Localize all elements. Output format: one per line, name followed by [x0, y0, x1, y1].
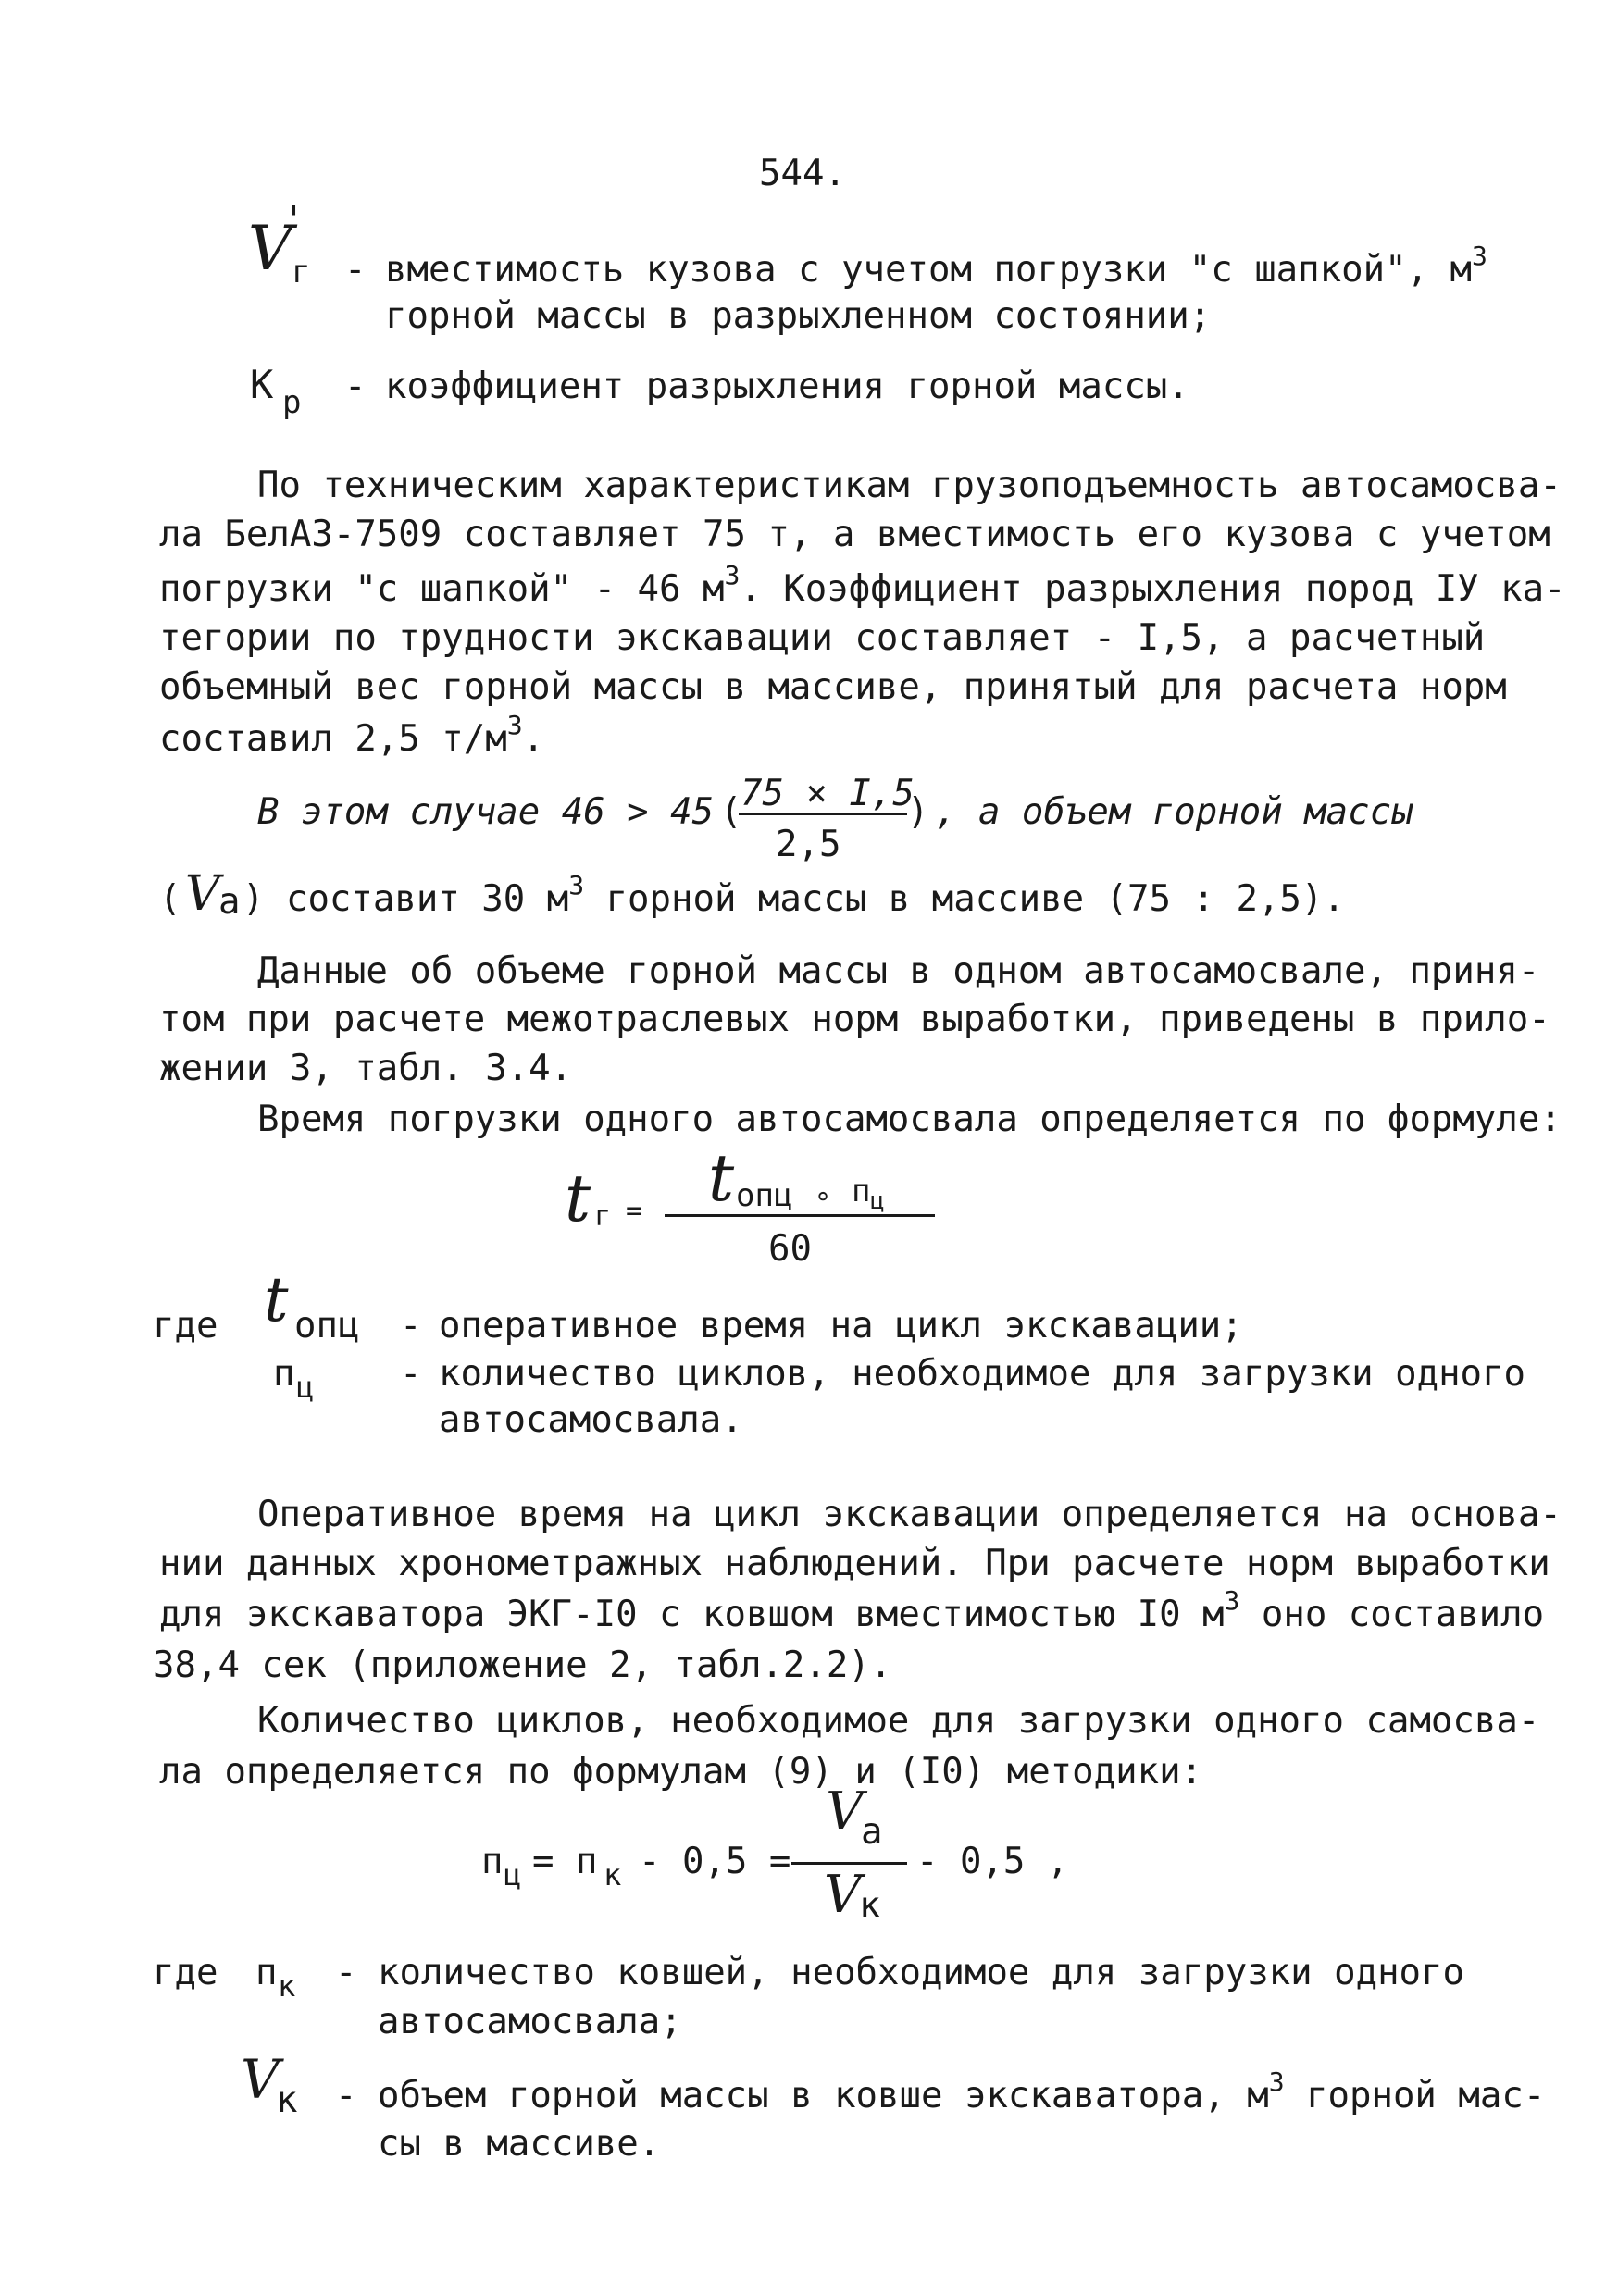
definition-text-cont: автосамосвала.: [439, 1399, 743, 1441]
fraction-open-paren: (: [720, 791, 742, 833]
definition-dash: -: [335, 2075, 357, 2116]
definition-text: объем горной массы в ковше экскаватора, $м^3$ горной мас-: [378, 2066, 1546, 2116]
n-subscript: к: [604, 1857, 622, 1893]
t-symbol: t: [708, 1140, 735, 1216]
text-line: тегории по трудности экскавации составляет - I,5, а расчетный: [159, 617, 1486, 659]
fraction-bar: [739, 813, 907, 815]
t-subscript: г: [594, 1200, 612, 1233]
definition-text-cont: сы в массиве.: [378, 2123, 661, 2165]
text-line: том при расчете межотраслевых норм выработки, приведены в прило-: [159, 999, 1550, 1040]
text-line: В этом случае 46 > 45: [257, 791, 715, 833]
v-subscript: а: [218, 881, 241, 923]
definition-dash: -: [344, 249, 367, 291]
where-word: где: [153, 1305, 218, 1347]
v-subscript: к: [859, 1885, 881, 1927]
fraction-denominator: 60: [768, 1228, 812, 1270]
n-subscript: ц: [870, 1187, 885, 1215]
text-line-paren: (: [159, 878, 181, 920]
n-symbol: п: [481, 1841, 504, 1882]
definition-dash: -: [400, 1305, 422, 1347]
text-line: Данные об объеме горной массы в одном автосамосвале, приня-: [257, 950, 1540, 992]
k-subscript: р: [282, 384, 302, 421]
v-symbol: V: [241, 2048, 280, 2111]
equals-sign: =: [626, 1195, 643, 1227]
n-subscript: к: [278, 1968, 296, 2004]
v-symbol: V: [824, 1865, 862, 1925]
t-symbol: t: [565, 1160, 591, 1236]
t-subscript: опц: [736, 1177, 793, 1214]
n-symbol: п: [255, 1952, 278, 1993]
text-line: для экскаватора ЭКГ-I0 с ковшом вместимостью I0 $м^3$ оно составило: [159, 1585, 1545, 1635]
v-symbol: V: [185, 866, 220, 922]
text-line: 38,4 сек (приложение 2, табл.2.2).: [153, 1644, 892, 1686]
multiply-dot: ∘: [815, 1180, 832, 1212]
definition-text: вместимость кузова с учетом погрузки "с шапкой", $м^3$: [385, 241, 1487, 291]
definition-dash: -: [400, 1353, 422, 1395]
fraction-close-paren: ): [907, 791, 929, 833]
definition-dash: -: [335, 1952, 357, 1993]
definition-text-cont: автосамосвала;: [378, 2001, 682, 2042]
text-line: жении 3, табл. 3.4.: [159, 1048, 573, 1089]
v-symbol: V: [248, 213, 292, 284]
definition-text: коэффициент разрыхления горной массы.: [385, 366, 1189, 407]
prime-mark: ': [289, 199, 299, 242]
v-subscript: а: [861, 1811, 883, 1853]
k-symbol: К: [250, 362, 274, 407]
formula-text: = п: [532, 1841, 598, 1882]
formula-text: - 0,5 =: [639, 1841, 791, 1882]
text-line: , а объем горной массы: [935, 791, 1413, 833]
text-line: Количество циклов, необходимое для загрузки одного самосва-: [257, 1700, 1540, 1742]
definition-dash: -: [344, 366, 367, 407]
text-line: ) составит 30 $м^3$ горной массы в массиве (75 : 2,5).: [243, 870, 1345, 920]
definition-text: оперативное время на цикл экскавации;: [439, 1305, 1243, 1347]
n-symbol: п: [852, 1173, 871, 1210]
v-subscript: к: [276, 2079, 298, 2121]
t-symbol: t: [264, 1264, 289, 1335]
v-subscript: г: [292, 254, 311, 291]
definition-text: количество циклов, необходимое для загрузки одного: [439, 1353, 1525, 1395]
text-line: Время погрузки одного автосамосвала определяется по формуле:: [257, 1098, 1562, 1140]
text-line: нии данных хронометражных наблюдений. При расчете норм выработки: [159, 1543, 1550, 1584]
n-subscript: ц: [296, 1370, 315, 1405]
definition-text: количество ковшей, необходимое для загрузки одного: [378, 1952, 1464, 1993]
where-word: где: [153, 1952, 218, 1993]
definition-text-cont: горной массы в разрыхленном состоянии;: [385, 295, 1212, 337]
n-subscript: ц: [504, 1857, 522, 1893]
text-line: составил 2,5 $т/м^3$.: [159, 710, 545, 760]
n-symbol: п: [273, 1353, 295, 1395]
v-symbol: V: [826, 1781, 864, 1842]
text-line: ла БелАЗ-7509 составляет 75 т, а вместимость его кузова с учетом: [159, 514, 1550, 555]
text-line: ла определяется по формулам (9) и (I0) методики:: [159, 1751, 1203, 1793]
formula-text: - 0,5 ,: [916, 1841, 1069, 1882]
text-line: По техническим характеристикам грузоподъемность автосамосва-: [257, 465, 1562, 506]
text-line: Оперативное время на цикл экскавации определяется на основа-: [257, 1494, 1562, 1535]
fraction-bar: [665, 1214, 935, 1217]
t-subscript: опц: [294, 1305, 360, 1347]
fraction-denominator: 2,5: [776, 824, 841, 865]
text-line: объемный вес горной массы в массиве, принятый для расчета норм: [159, 666, 1507, 708]
text-line: погрузки "с шапкой" - 46 $м^3$. Коэффициент разрыхления пород IУ ка-: [159, 560, 1566, 610]
page-number: 544.: [759, 153, 846, 194]
fraction-numerator: 75 × I,5: [741, 773, 915, 814]
